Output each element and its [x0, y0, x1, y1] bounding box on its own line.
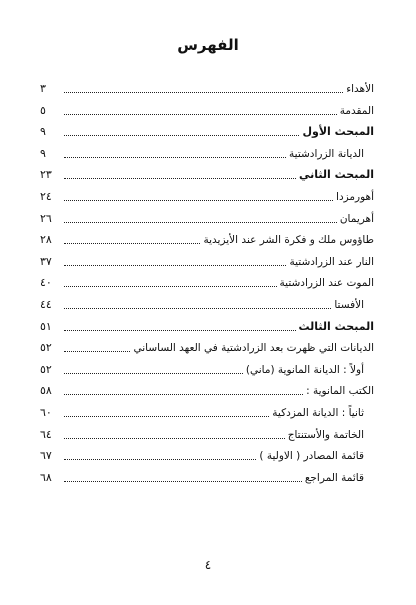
toc-entry-title: المبحث الثالث — [298, 319, 374, 333]
toc-row — [40, 249, 374, 269]
toc-row — [40, 206, 374, 226]
toc-row — [40, 314, 374, 334]
dot-leader — [64, 393, 303, 395]
toc-entry-page: ٤٠ — [40, 276, 52, 290]
dot-leader — [64, 415, 269, 417]
toc-entry-title: أهريمان — [339, 212, 374, 225]
toc-entry-title: ثانياً : الديانة المزدكية — [272, 407, 364, 419]
toc-entry-title: الموت عند الزرادشتية — [279, 277, 374, 290]
toc-entry-title: الأفستا — [334, 299, 364, 311]
dot-leader — [64, 113, 337, 115]
toc-entry-title: المبحث الأول — [302, 125, 374, 139]
toc-entry-page: ٢٨ — [40, 233, 52, 247]
toc-entry-title: طاؤوس ملك و فكرة الشر عند الأيزيدية — [203, 234, 374, 247]
toc-row — [40, 227, 374, 247]
dot-leader — [64, 350, 130, 352]
toc-entry-title: أولاً : الديانة المانوية (ماني) — [245, 363, 364, 376]
dot-leader — [64, 285, 277, 287]
dot-leader — [64, 156, 286, 158]
toc-entry-title: النار عند الزرادشتية — [289, 255, 374, 268]
toc-entry-page: ٥٢ — [40, 362, 52, 376]
toc-entry-page: ٩ — [40, 125, 46, 139]
dot-leader — [64, 91, 343, 93]
toc-row — [40, 162, 374, 182]
toc-entry-page: ٣ — [40, 82, 46, 95]
dot-leader — [64, 242, 200, 244]
toc-entry-page: ٢٣ — [40, 168, 52, 182]
dot-leader — [64, 437, 285, 439]
toc-entry-page: ٢٦ — [40, 211, 52, 225]
toc-entry-page: ٢٤ — [40, 190, 52, 203]
toc-row — [40, 400, 374, 420]
toc-row — [40, 270, 374, 290]
toc-row — [40, 378, 374, 398]
toc-entry-page: ٦٠ — [40, 406, 52, 419]
toc-row — [40, 357, 374, 377]
toc-entry-page: ٤٤ — [40, 298, 52, 311]
toc-entry-title: قائمة المصادر ( الاولية ) — [259, 450, 364, 463]
toc-entry-title: الديانة الزرادشتية — [289, 147, 364, 160]
toc-entry-title: الخاتمة والأستنتاج — [287, 428, 364, 441]
toc-entry-page: ٣٧ — [40, 254, 52, 268]
page-title: الفهرس — [177, 36, 239, 54]
dot-leader — [64, 480, 302, 482]
toc-entry-title: الأهداء — [346, 83, 374, 95]
dot-leader — [64, 307, 331, 309]
toc-entry-page: ٩ — [40, 146, 46, 160]
toc-entry-title: المبحث الثاني — [299, 168, 374, 182]
toc-entry-page: ٥٨ — [40, 384, 52, 398]
dot-leader — [64, 134, 299, 136]
toc-row — [40, 292, 374, 312]
toc-row — [40, 465, 374, 485]
toc-entry-page: ٦٧ — [40, 449, 52, 463]
toc-entry-page: ٦٨ — [40, 470, 52, 484]
toc-row — [40, 422, 374, 442]
dot-leader — [64, 372, 243, 374]
toc-row — [40, 119, 374, 139]
dot-leader — [64, 199, 333, 201]
toc-row — [40, 184, 374, 204]
toc-row — [40, 76, 374, 96]
toc-row — [40, 141, 374, 161]
toc-entry-title: قائمة المراجع — [304, 471, 364, 484]
toc-entry-page: ٥٢ — [40, 341, 52, 355]
toc-entry-page: ٥١ — [40, 319, 52, 333]
dot-leader — [64, 264, 286, 266]
toc-row — [40, 443, 374, 463]
dot-leader — [64, 177, 296, 179]
toc-entry-title: أهورمزدا — [336, 191, 374, 203]
toc-entry-title: الكتب المانوية : — [306, 385, 374, 398]
dot-leader — [64, 221, 337, 223]
toc-row — [40, 98, 374, 118]
toc-row — [40, 335, 374, 355]
page-number: ٤ — [204, 558, 212, 572]
dot-leader — [64, 458, 256, 460]
toc-entry-title: الديانات التي ظهرت بعد الزرادشتية في العهد الساساني — [133, 342, 374, 355]
toc-entry-title: المقدمة — [339, 104, 374, 117]
dot-leader — [64, 329, 296, 331]
toc-entry-page: ٥ — [40, 103, 46, 117]
toc-entry-page: ٦٤ — [40, 427, 52, 441]
